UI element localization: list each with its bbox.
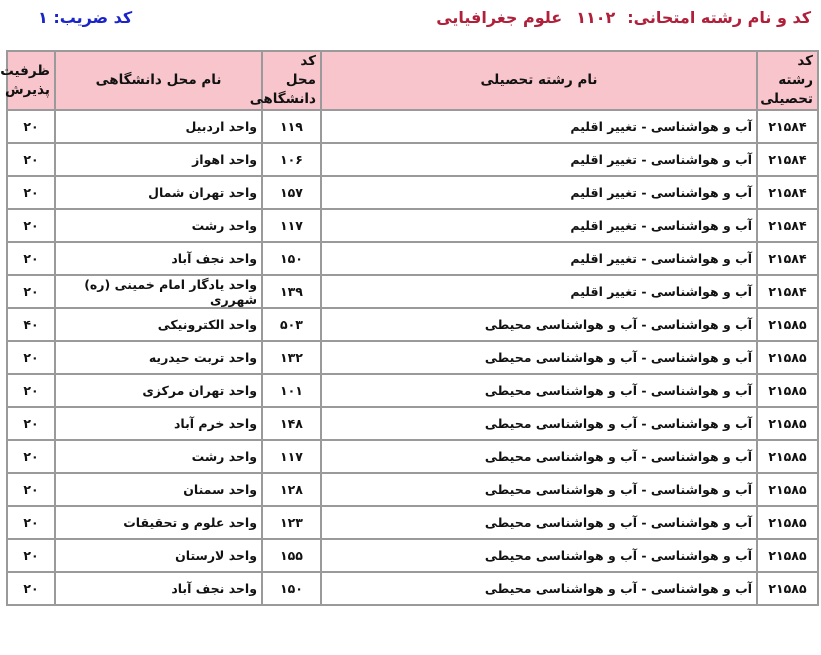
cell-capacity: ۲۰ <box>7 572 55 605</box>
cell-field-name: آب و هواشناسی - آب و هواشناسی محیطی <box>321 308 757 341</box>
cell-capacity: ۲۰ <box>7 407 55 440</box>
exam-code: ۱۱۰۲ <box>576 8 616 27</box>
exam-title <box>436 8 811 27</box>
header-location-code: کد محل دانشگاهی <box>262 51 321 110</box>
exam-name: علوم جغرافیایی <box>436 8 563 27</box>
cell-location-code: ۵۰۳ <box>262 308 321 341</box>
title-bar <box>0 6 821 36</box>
cell-field-name: آب و هواشناسی - تغییر اقلیم <box>321 275 757 308</box>
cell-field-name: آب و هواشناسی - آب و هواشناسی محیطی <box>321 407 757 440</box>
table-row <box>7 275 818 308</box>
cell-field-name: آب و هواشناسی - تغییر اقلیم <box>321 110 757 143</box>
table-row <box>7 440 818 473</box>
cell-location-name: واحد رشت <box>55 209 262 242</box>
cell-location-name: واحد خرم آباد <box>55 407 262 440</box>
header-capacity: ظرفیت پذیرش <box>7 51 55 110</box>
cell-location-name: واحد تهران مرکزی <box>55 374 262 407</box>
cell-location-code: ۱۳۹ <box>262 275 321 308</box>
table-row <box>7 209 818 242</box>
cell-field-code: ۲۱۵۸۴ <box>757 275 818 308</box>
table-row <box>7 341 818 374</box>
cell-location-code: ۱۵۰ <box>262 572 321 605</box>
cell-location-name: واحد تهران شمال <box>55 176 262 209</box>
cell-capacity: ۲۰ <box>7 341 55 374</box>
cell-field-name: آب و هواشناسی - آب و هواشناسی محیطی <box>321 341 757 374</box>
table-header-row <box>7 51 818 110</box>
cell-location-name: واحد یادگار امام خمینی (ره) شهرری <box>55 275 262 308</box>
table-row <box>7 407 818 440</box>
cell-capacity: ۲۰ <box>7 539 55 572</box>
cell-location-code: ۱۴۸ <box>262 407 321 440</box>
cell-field-name: آب و هواشناسی - تغییر اقلیم <box>321 242 757 275</box>
exam-label: کد و نام رشته امتحانی: <box>627 8 811 27</box>
cell-location-code: ۱۱۷ <box>262 209 321 242</box>
cell-field-name: آب و هواشناسی - آب و هواشناسی محیطی <box>321 473 757 506</box>
cell-location-name: واحد اردبیل <box>55 110 262 143</box>
cell-capacity: ۲۰ <box>7 374 55 407</box>
cell-field-code: ۲۱۵۸۵ <box>757 440 818 473</box>
cell-location-code: ۱۵۰ <box>262 242 321 275</box>
cell-field-name: آب و هواشناسی - تغییر اقلیم <box>321 209 757 242</box>
table-row <box>7 506 818 539</box>
cell-location-name: واحد تربت حیدریه <box>55 341 262 374</box>
cell-location-code: ۱۲۳ <box>262 506 321 539</box>
table-body <box>7 110 818 605</box>
cell-field-name: آب و هواشناسی - آب و هواشناسی محیطی <box>321 539 757 572</box>
cell-field-name: آب و هواشناسی - آب و هواشناسی محیطی <box>321 506 757 539</box>
cell-capacity: ۲۰ <box>7 209 55 242</box>
cell-location-code: ۱۰۱ <box>262 374 321 407</box>
table-row <box>7 176 818 209</box>
cell-field-name: آب و هواشناسی - تغییر اقلیم <box>321 143 757 176</box>
cell-location-name: واحد لارستان <box>55 539 262 572</box>
cell-field-code: ۲۱۵۸۴ <box>757 242 818 275</box>
cell-field-name: آب و هواشناسی - تغییر اقلیم <box>321 176 757 209</box>
cell-location-name: واحد اهواز <box>55 143 262 176</box>
cell-field-code: ۲۱۵۸۵ <box>757 308 818 341</box>
coefficient-code: کد ضریب: ۱ <box>38 8 133 27</box>
cell-location-name: واحد علوم و تحقیقات <box>55 506 262 539</box>
header-field-name: نام رشته تحصیلی <box>321 51 757 110</box>
cell-field-code: ۲۱۵۸۴ <box>757 176 818 209</box>
header-location-name: نام محل دانشگاهی <box>55 51 262 110</box>
admissions-table <box>0 50 819 606</box>
table-row <box>7 572 818 605</box>
cell-capacity: ۲۰ <box>7 110 55 143</box>
cell-field-name: آب و هواشناسی - آب و هواشناسی محیطی <box>321 374 757 407</box>
cell-field-code: ۲۱۵۸۵ <box>757 374 818 407</box>
cell-field-code: ۲۱۵۸۴ <box>757 209 818 242</box>
cell-capacity: ۲۰ <box>7 143 55 176</box>
cell-location-code: ۱۵۵ <box>262 539 321 572</box>
cell-field-code: ۲۱۵۸۵ <box>757 407 818 440</box>
cell-field-code: ۲۱۵۸۵ <box>757 506 818 539</box>
cell-field-code: ۲۱۵۸۴ <box>757 110 818 143</box>
cell-location-name: واحد نجف آباد <box>55 572 262 605</box>
cell-location-code: ۱۱۷ <box>262 440 321 473</box>
table-row <box>7 539 818 572</box>
cell-capacity: ۲۰ <box>7 176 55 209</box>
table-row <box>7 143 818 176</box>
cell-capacity: ۲۰ <box>7 440 55 473</box>
table-row <box>7 242 818 275</box>
cell-capacity: ۲۰ <box>7 242 55 275</box>
cell-field-code: ۲۱۵۸۵ <box>757 473 818 506</box>
cell-capacity: ۲۰ <box>7 473 55 506</box>
cell-location-name: واحد سمنان <box>55 473 262 506</box>
cell-field-name: آب و هواشناسی - آب و هواشناسی محیطی <box>321 440 757 473</box>
cell-location-code: ۱۱۹ <box>262 110 321 143</box>
cell-location-code: ۱۳۲ <box>262 341 321 374</box>
cell-capacity: ۴۰ <box>7 308 55 341</box>
cell-field-code: ۲۱۵۸۵ <box>757 341 818 374</box>
cell-location-code: ۱۵۷ <box>262 176 321 209</box>
header-field-code: کد رشته تحصیلی <box>757 51 818 110</box>
cell-field-name: آب و هواشناسی - آب و هواشناسی محیطی <box>321 572 757 605</box>
cell-location-name: واحد الکترونیکی <box>55 308 262 341</box>
cell-location-name: واحد نجف آباد <box>55 242 262 275</box>
cell-field-code: ۲۱۵۸۴ <box>757 143 818 176</box>
cell-field-code: ۲۱۵۸۵ <box>757 572 818 605</box>
table-row <box>7 374 818 407</box>
table-row <box>7 473 818 506</box>
cell-capacity: ۲۰ <box>7 275 55 308</box>
cell-location-code: ۱۰۶ <box>262 143 321 176</box>
cell-location-code: ۱۲۸ <box>262 473 321 506</box>
table-row <box>7 110 818 143</box>
cell-location-name: واحد رشت <box>55 440 262 473</box>
cell-capacity: ۲۰ <box>7 506 55 539</box>
table-row <box>7 308 818 341</box>
cell-field-code: ۲۱۵۸۵ <box>757 539 818 572</box>
